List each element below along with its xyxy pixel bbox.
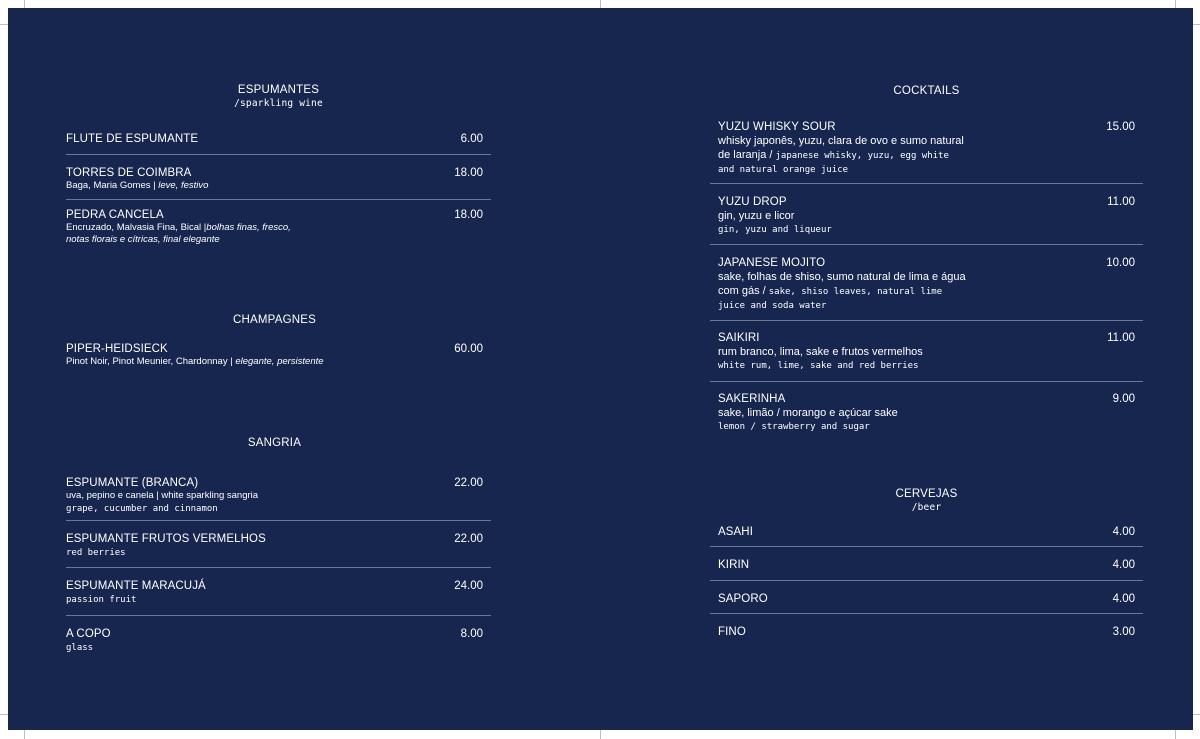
- section-subtitle: /beer: [911, 502, 942, 513]
- crop-mark: [1193, 714, 1200, 715]
- section-title: CERVEJAS: [895, 488, 958, 500]
- tasting-notes: notas florais e cítricas, final elegante: [66, 234, 220, 245]
- menu-item: [718, 256, 1135, 313]
- item-description: rum branco, lima, sake e frutos vermelhos: [718, 346, 923, 358]
- menu-item: [66, 627, 483, 655]
- item-translation: white rum, lime, sake and red berries: [718, 361, 919, 371]
- item-translation: lemon / strawberry and sugar: [718, 422, 870, 432]
- menu-item: [718, 331, 1135, 373]
- item-description: [66, 180, 483, 192]
- menu-item: [66, 342, 483, 368]
- item-price: 24.00: [454, 580, 483, 592]
- item-name: SAKERINHA: [718, 393, 786, 405]
- item-translation: glass: [66, 643, 94, 653]
- crop-mark: [600, 0, 601, 8]
- item-name: YUZU WHISKY SOUR: [718, 121, 836, 133]
- item-name: FINO: [718, 626, 746, 638]
- menu-item: [66, 166, 483, 192]
- item-price: 4.00: [1112, 559, 1135, 571]
- menu-item: [718, 525, 1135, 539]
- divider: [710, 320, 1143, 321]
- divider: [710, 381, 1143, 382]
- item-description: gin, yuzu e licor: [718, 210, 795, 222]
- crop-mark: [0, 24, 8, 25]
- section-title: CHAMPAGNES: [233, 314, 316, 326]
- menu-item: [66, 532, 483, 560]
- divider: [710, 580, 1143, 581]
- cervejas-header: [710, 488, 1143, 513]
- menu-item: [66, 132, 483, 146]
- menu-item: [66, 208, 483, 246]
- divider: [66, 199, 491, 200]
- item-price: 22.00: [454, 533, 483, 545]
- crop-mark: [1175, 730, 1176, 739]
- menu-spread: [8, 8, 1193, 730]
- cocktails-header: [710, 85, 1143, 97]
- item-name: ESPUMANTE FRUTOS VERMELHOS: [66, 533, 266, 545]
- crop-mark: [24, 0, 25, 8]
- item-price: 8.00: [460, 628, 483, 640]
- item-name: ESPUMANTE (BRANCA): [66, 477, 199, 489]
- item-translation: red berries: [66, 548, 126, 558]
- tasting-notes: elegante, persistente: [235, 356, 324, 367]
- item-description: [718, 148, 1135, 163]
- crop-mark: [1175, 0, 1176, 8]
- tasting-notes: bolhas finas, fresco,: [206, 222, 291, 233]
- description-text: de laranja /: [718, 149, 776, 161]
- divider: [710, 244, 1143, 245]
- menu-item: [718, 625, 1135, 639]
- item-price: 18.00: [454, 167, 483, 179]
- section-title: ESPUMANTES: [237, 84, 320, 96]
- item-description: [718, 284, 1135, 299]
- grape-varieties: Encruzado, Malvasia Fina, Bical |: [66, 222, 207, 233]
- sangria-header: [66, 437, 483, 449]
- item-price: 11.00: [1107, 196, 1135, 208]
- item-translation: sake, shiso leaves, natural lime: [768, 287, 943, 297]
- item-name: JAPANESE MOJITO: [718, 257, 826, 269]
- item-price: 60.00: [454, 343, 483, 355]
- item-name: SAIKIRI: [718, 332, 760, 344]
- crop-mark: [0, 714, 8, 715]
- divider: [710, 546, 1143, 547]
- item-price: 18.00: [454, 209, 483, 221]
- menu-item: [66, 476, 483, 516]
- menu-item: [718, 592, 1135, 606]
- item-name: A COPO: [66, 628, 111, 640]
- espumantes-header: [66, 84, 491, 109]
- item-name: PEDRA CANCELA: [66, 209, 164, 221]
- divider: [66, 567, 491, 568]
- divider: [66, 154, 491, 155]
- menu-item: [718, 558, 1135, 572]
- item-description: sake, limão / morango e açúcar sake: [718, 407, 898, 419]
- description-text: com gás /: [718, 285, 769, 297]
- section-subtitle: /sparkling wine: [234, 98, 323, 109]
- item-price: 3.00: [1112, 626, 1135, 638]
- item-translation: grape, cucumber and cinnamon: [66, 504, 218, 514]
- section-title: COCKTAILS: [893, 85, 960, 97]
- item-name: YUZU DROP: [718, 196, 787, 208]
- item-price: 6.00: [460, 133, 483, 145]
- item-translation: juice and soda water: [718, 301, 827, 311]
- item-description: sake, folhas de shiso, sumo natural de lima e água: [718, 271, 966, 283]
- item-price: 10.00: [1106, 257, 1135, 269]
- item-name: KIRIN: [718, 559, 750, 571]
- item-description: whisky japonês, yuzu, clara de ovo e sumo natural: [718, 135, 964, 147]
- menu-item: [66, 579, 483, 607]
- champagnes-header: [66, 314, 483, 326]
- crop-mark: [24, 730, 25, 739]
- item-name: ASAHI: [718, 526, 754, 538]
- item-name: ESPUMANTE MARACUJÁ: [66, 580, 206, 592]
- item-name: TORRES DE COIMBRA: [66, 167, 192, 179]
- item-price: 4.00: [1112, 593, 1135, 605]
- divider: [66, 520, 491, 521]
- item-price: 15.00: [1106, 121, 1135, 133]
- grape-varieties: Pinot Noir, Pinot Meunier, Chardonnay |: [66, 356, 236, 367]
- menu-item: [718, 120, 1135, 177]
- divider: [710, 613, 1143, 614]
- item-translation: gin, yuzu and liqueur: [718, 225, 832, 235]
- divider: [710, 183, 1143, 184]
- item-price: 9.00: [1112, 393, 1135, 405]
- divider: [66, 615, 491, 616]
- item-name: FLUTE DE ESPUMANTE: [66, 133, 199, 145]
- item-translation: and natural orange juice: [718, 165, 849, 175]
- crop-mark: [600, 730, 601, 739]
- item-price: 11.00: [1107, 332, 1135, 344]
- tasting-notes: leve, festivo: [158, 180, 209, 191]
- grape-varieties: Baga, Maria Gomes |: [66, 180, 159, 191]
- item-name: SAPORO: [718, 593, 768, 605]
- item-name: PIPER-HEIDSIECK: [66, 343, 168, 355]
- item-translation: japanese whisky, yuzu, egg white: [775, 151, 949, 161]
- item-description: uva, pepino e canela | white sparkling sangria: [66, 490, 259, 501]
- item-description: [66, 222, 483, 246]
- item-translation: passion fruit: [66, 595, 137, 605]
- item-description: [66, 356, 483, 368]
- section-title: SANGRIA: [247, 437, 302, 449]
- menu-item: [718, 195, 1135, 237]
- menu-item: [718, 392, 1135, 434]
- item-price: 22.00: [454, 477, 483, 489]
- item-price: 4.00: [1112, 526, 1135, 538]
- crop-mark: [1193, 24, 1200, 25]
